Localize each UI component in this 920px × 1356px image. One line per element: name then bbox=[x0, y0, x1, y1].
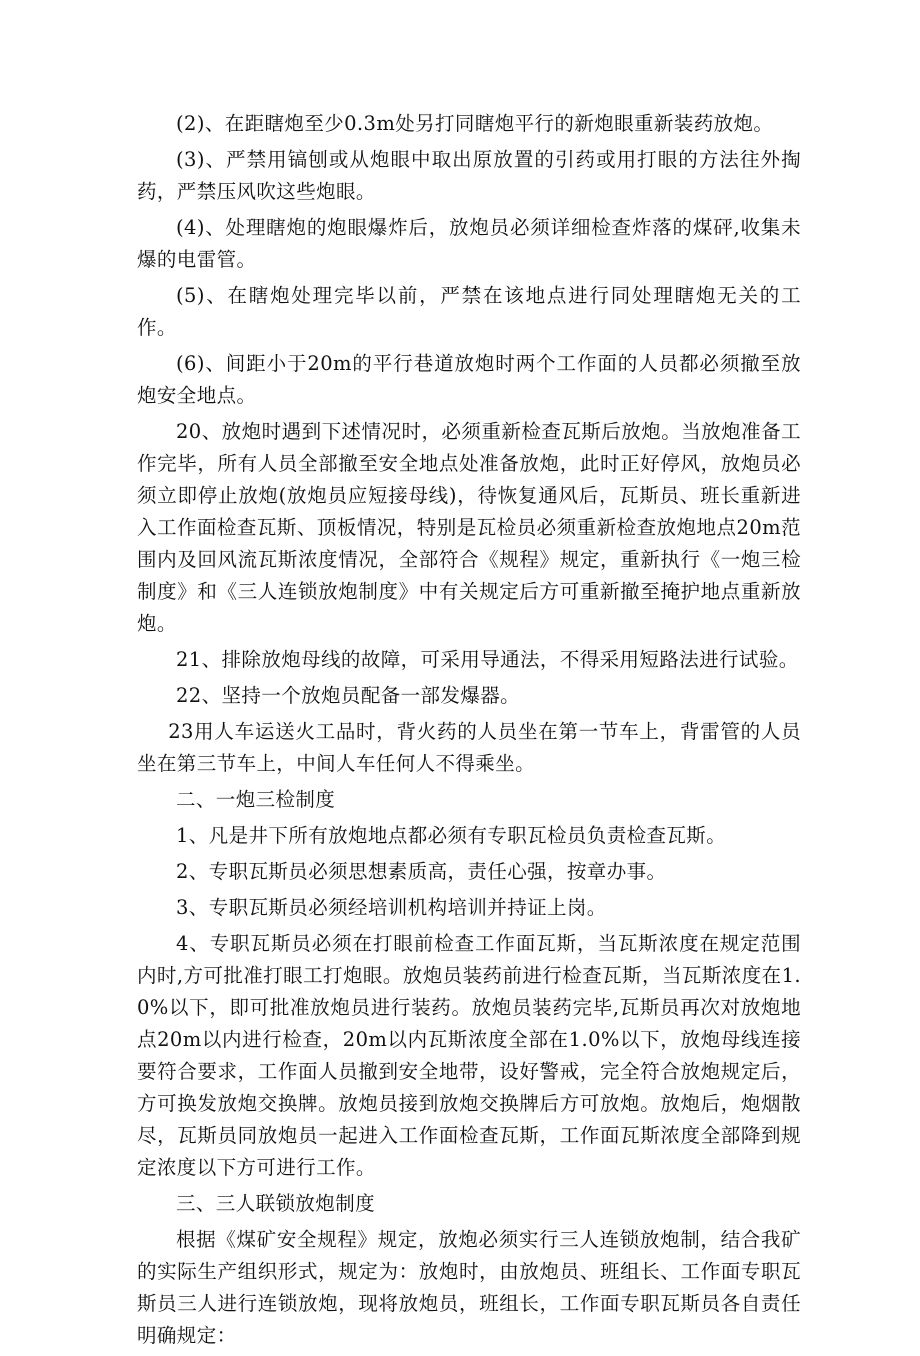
paragraph-check-item-1: 1、凡是井下所有放炮地点都必须有专职瓦检员负责检查瓦斯。 bbox=[176, 824, 727, 847]
paragraph-interlock-intro: 根据《煤矿安全规程》规定，放炮必须实行三人连锁放炮制，结合我矿的实际生产组织形式，规定为：放炮时，由放炮员、班组长、工作面专职瓦斯员三人进行连锁放炮，现将放炮员，班组长，工作面专职瓦斯员各自责任明确规定： bbox=[137, 1228, 801, 1347]
paragraph-rule-20: 20、放炮时遇到下述情况时，必须重新检查瓦斯后放炮。当放炮准备工作完毕，所有人员全部撤至安全地点处准备放炮，此时正好停风，放炮员必须立即停止放炮(放炮员应短接母线)，待恢复通风后，瓦斯员、班长重新进入工作面检查瓦斯、顶板情况，特别是瓦检员必须重新检查放炮地点20m范围内及回风流瓦斯浓度情况，全部符合《规程》规定，重新执行《一炮三检制度》和《三人连锁放炮制度》中有关规定后方可重新撤至掩护地点重新放炮。 bbox=[137, 420, 801, 635]
section-heading-one-blast-three-checks: 二、一炮三检制度 bbox=[176, 788, 336, 811]
paragraph-check-item-2: 2、专职瓦斯员必须思想素质高，责任心强，按章办事。 bbox=[176, 860, 667, 883]
paragraph-rule-21: 21、排除放炮母线的故障，可采用导通法，不得采用短路法进行试验。 bbox=[176, 648, 799, 671]
document-body bbox=[137, 108, 801, 1356]
paragraph-misfire-step-5: (5)、在瞎炮处理完毕以前，严禁在该地点进行同处理瞎炮无关的工作。 bbox=[137, 284, 801, 339]
paragraph-misfire-step-4: (4)、处理瞎炮的炮眼爆炸后，放炮员必须详细检查炸落的煤砰,收集未爆的电雷管。 bbox=[137, 216, 801, 271]
paragraph-rule-22: 22、坚持一个放炮员配备一部发爆器。 bbox=[176, 684, 521, 707]
paragraph-misfire-step-6: (6)、间距小于20m的平行巷道放炮时两个工作面的人员都必须撤至放炮安全地点。 bbox=[137, 352, 801, 407]
paragraph-check-item-4: 4、专职瓦斯员必须在打眼前检查工作面瓦斯，当瓦斯浓度在规定范围内时,方可批准打眼工打炮眼。放炮员装药前进行检查瓦斯，当瓦斯浓度在1.0%以下，即可批准放炮员进行装药。放炮员装药完毕,瓦斯员再次对放炮地点20m以内进行检查，20m以内瓦斯浓度全部在1.0%以下，放炮母线连接要符合要求，工作面人员撤到安全地带，设好警戒，完全符合放炮规定后，方可换发放炮交换牌。放炮员接到放炮交换牌后方可放炮。放炮后，炮烟散尽，瓦斯员同放炮员一起进入工作面检查瓦斯，工作面瓦斯浓度全部降到规定浓度以下方可进行工作。 bbox=[137, 932, 801, 1179]
paragraph-rule-23: 23用人车运送火工品时，背火药的人员坐在第一节车上，背雷管的人员坐在第三节车上，中间人车任何人不得乘坐。 bbox=[137, 720, 801, 775]
paragraph-misfire-step-3: (3)、严禁用镐刨或从炮眼中取出原放置的引药或用打眼的方法往外掏药，严禁压风吹这些炮眼。 bbox=[137, 148, 801, 203]
section-heading-three-person-interlock: 三、三人联锁放炮制度 bbox=[176, 1192, 376, 1215]
paragraph-check-item-3: 3、专职瓦斯员必须经培训机构培训并持证上岗。 bbox=[176, 896, 607, 919]
paragraph-misfire-step-2: (2)、在距瞎炮至少0.3m处另打同瞎炮平行的新炮眼重新装药放炮。 bbox=[176, 112, 774, 135]
